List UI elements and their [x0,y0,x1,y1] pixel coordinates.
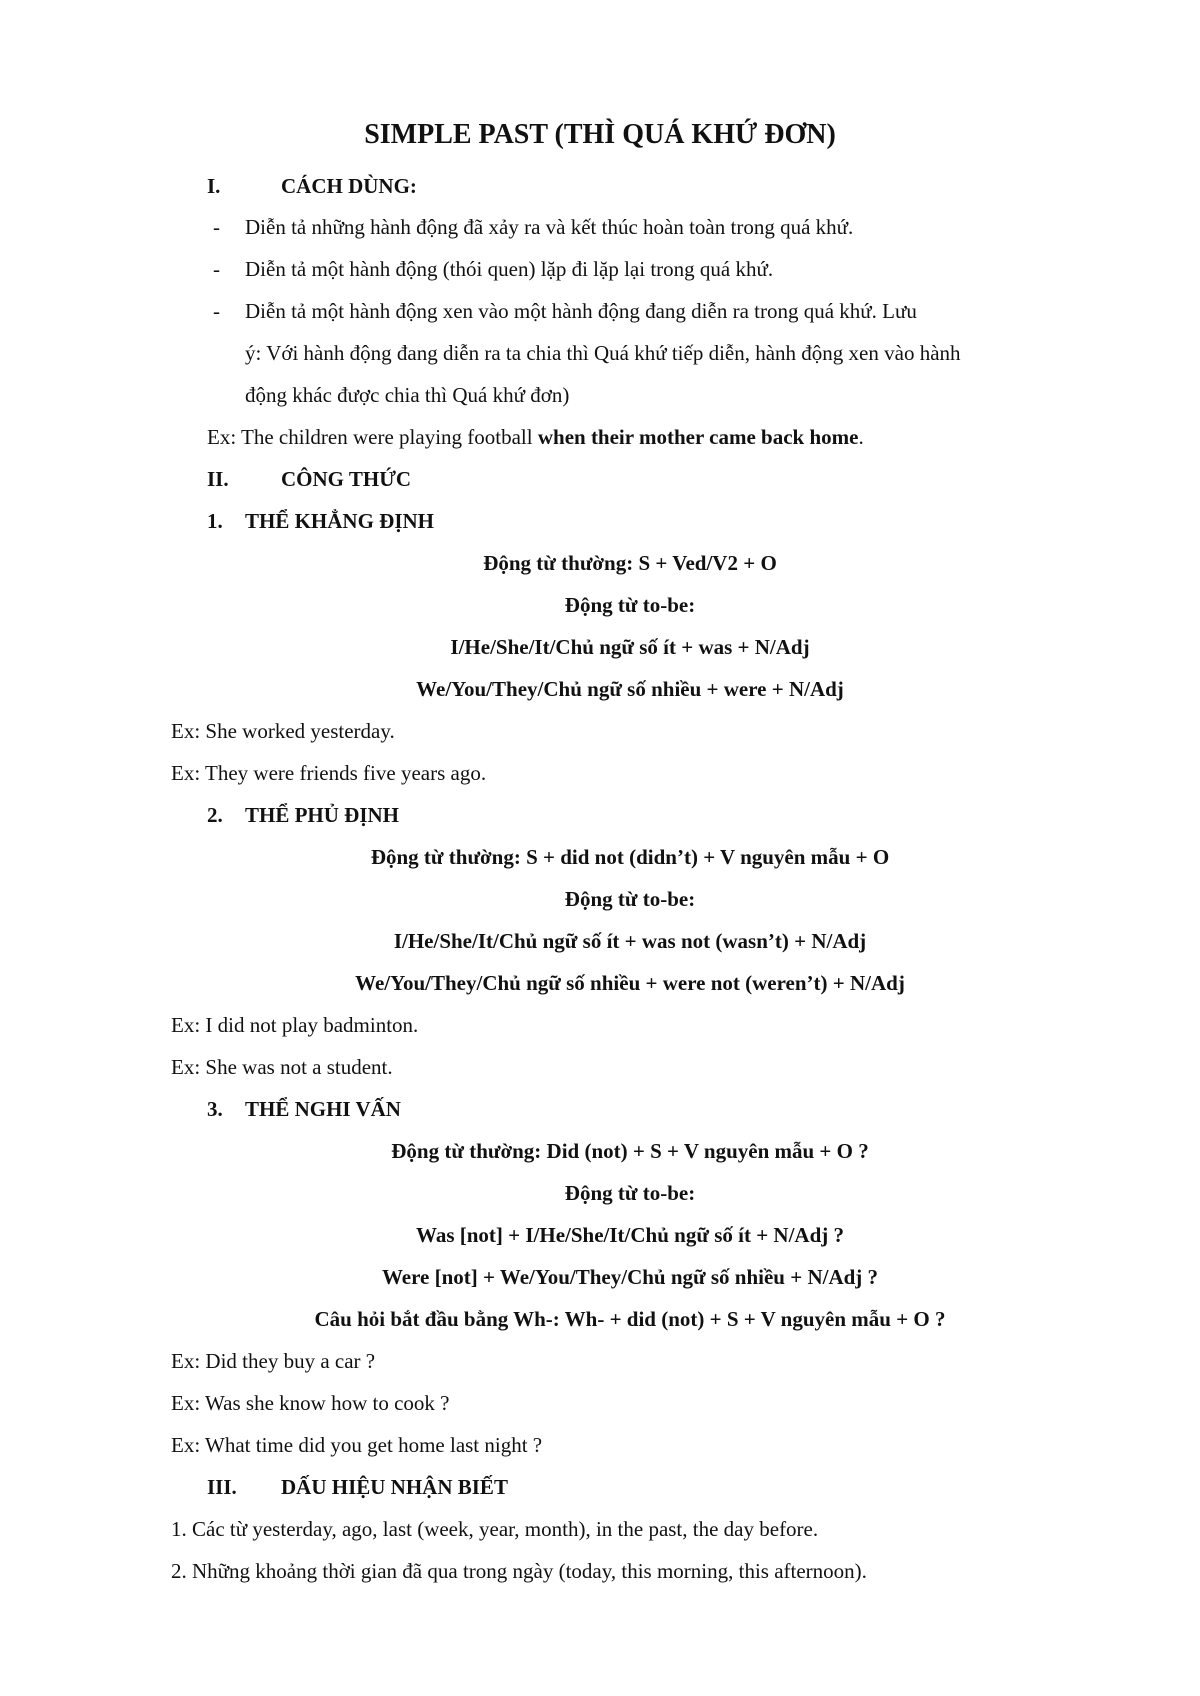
subsection-heading: THỂ PHỦ ĐỊNH [245,803,400,827]
example-line: Ex: Did they buy a car ? [171,1349,376,1373]
formula-tobe-singular: I/He/She/It/Chủ ngữ số ít + was + N/Adj [450,635,810,659]
list-item-continuation: ý: Với hành động đang diễn ra ta chia thì Quá khứ tiếp diễn, hành động xen vào hành [245,341,961,365]
list-bullet: - [213,257,220,281]
subsection-heading: THỂ NGHI VẤN [245,1097,401,1121]
section-2-heading: CÔNG THỨC [281,467,412,491]
example-line: Ex: She worked yesterday. [171,719,395,743]
example-period: . [858,425,864,449]
subsection-number: 3. [207,1097,223,1121]
page-title: SIMPLE PAST (THÌ QUÁ KHỨ ĐƠN) [364,119,836,150]
list-item-continuation: động khác được chia thì Quá khứ đơn) [245,383,570,407]
formula-regular: Động từ thường: Did (not) + S + V nguyên mẫu + O ? [391,1139,869,1163]
example-line: Ex: I did not play badminton. [171,1013,419,1037]
list-item: Diễn tả những hành động đã xảy ra và kết thúc hoàn toàn trong quá khứ. [245,215,854,239]
subsection-heading: THỂ KHẲNG ĐỊNH [245,509,435,533]
example-line [207,424,864,450]
sign-item: 1. Các từ yesterday, ago, last (week, year, month), in the past, the day before. [171,1517,819,1541]
section-2-number: II. [207,467,229,491]
formula-regular: Động từ thường: S + did not (didn’t) + V nguyên mẫu + O [370,845,890,869]
formula-tobe-label: Động từ to-be: [564,593,696,617]
formula-tobe-plural: We/You/They/Chủ ngữ số nhiều + were + N/Adj [416,677,844,701]
sign-item: 2. Những khoảng thời gian đã qua trong ngày (today, this morning, this afternoon). [171,1559,867,1583]
formula-tobe-plural: We/You/They/Chủ ngữ số nhiều + were not (weren’t) + N/Adj [355,971,905,995]
example-line: Ex: She was not a student. [171,1055,393,1079]
list-item: Diễn tả một hành động (thói quen) lặp đi lặp lại trong quá khứ. [245,257,774,281]
list-item: Diễn tả một hành động xen vào một hành động đang diễn ra trong quá khứ. Lưu [245,299,917,323]
example-line: Ex: They were friends five years ago. [171,761,487,785]
section-3-number: III. [207,1475,237,1499]
subsection-number: 1. [207,509,223,533]
list-bullet: - [213,299,220,323]
formula-tobe-singular: Was [not] + I/He/She/It/Chủ ngữ số ít + N/Adj ? [415,1223,844,1247]
section-3-heading: DẤU HIỆU NHẬN BIẾT [281,1475,508,1499]
list-bullet: - [213,215,220,239]
example-text: Ex: The children were playing football [207,425,538,449]
example-emphasis: when their mother came back home [537,425,859,449]
formula-regular: Động từ thường: S + Ved/V2 + O [483,551,777,575]
section-1-heading: CÁCH DÙNG: [281,174,417,198]
example-line: Ex: What time did you get home last night ? [171,1433,543,1457]
formula-wh-question: Câu hỏi bắt đầu bằng Wh-: Wh- + did (not) + S + V nguyên mẫu + O ? [314,1307,946,1331]
section-1-number: I. [207,174,221,198]
formula-tobe-plural: Were [not] + We/You/They/Chủ ngữ số nhiều + N/Adj ? [381,1265,879,1289]
formula-tobe-label: Động từ to-be: [564,887,696,911]
formula-tobe-singular: I/He/She/It/Chủ ngữ số ít + was not (wasn’t) + N/Adj [393,929,867,953]
subsection-number: 2. [207,803,223,827]
example-line: Ex: Was she know how to cook ? [171,1391,450,1415]
formula-tobe-label: Động từ to-be: [564,1181,696,1205]
